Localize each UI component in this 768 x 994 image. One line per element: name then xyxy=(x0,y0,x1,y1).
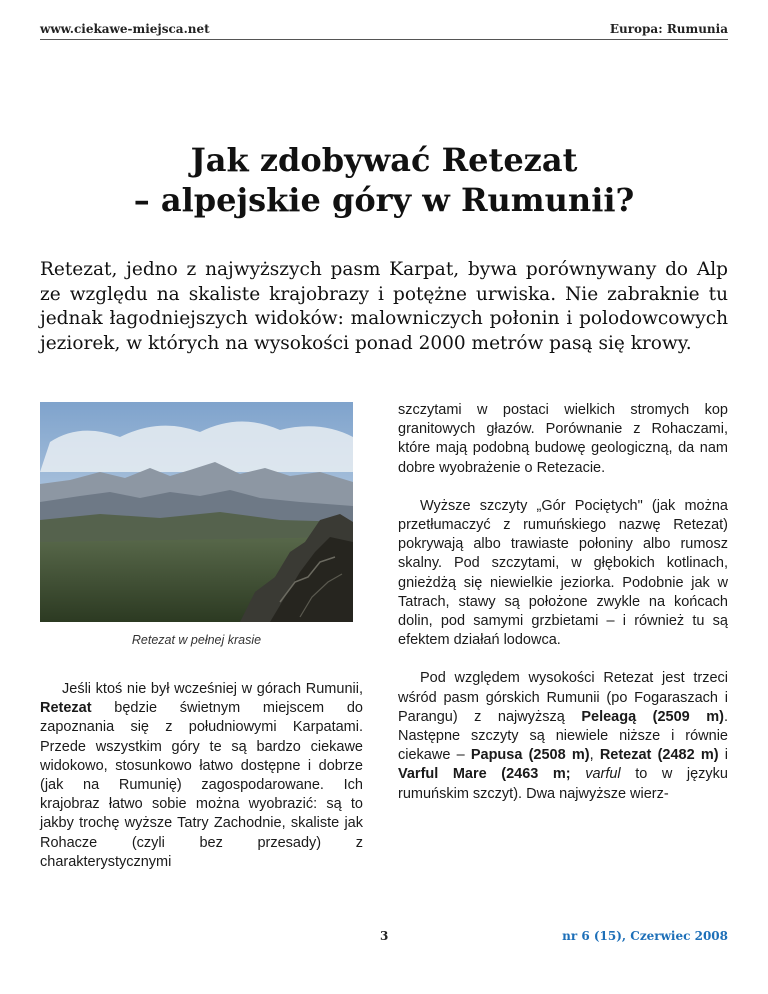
site-url[interactable]: www.ciekawe-miejsca.net xyxy=(40,22,210,36)
left-paragraph-1: Jeśli ktoś nie był wcześniej w górach Rumunii, Retezat będzie świetnym miejscem do zapoznania się z południowymi Karpatami. Przede wszystkim góry te są bardzo ciekawe widokowo, stosunkowo łatwo dostępne i dobrze (jak na Rumunię) zagospodarowane. Ich krajobraz łatwo sobie można wyobrazić: są to jakby trochę wyższe Tatry Zachodnie, skaliste jak Rohacze (czyli bez przesady) z charakterystycznymi xyxy=(40,681,363,870)
retezat-bold: Retezat xyxy=(40,700,92,717)
right-paragraph-1: szczytami w postaci wielkich stromych kop granitowych głazów. Porównanie z Rohaczami, które mają podobną budowę geologiczną, da nam dobre wyobrażenie o Retezacie. xyxy=(398,402,728,476)
lead-paragraph: Retezat, jedno z najwyższych pasm Karpat, bywa porównywany do Alp ze względu na skaliste krajobrazy i potężne urwiska. Nie zabraknie tu jednak łagodniejszych widoków: malowniczych połonin i polodowcowych jeziorek, w których na wysokości ponad 2000 metrów pasą się krowy. xyxy=(40,259,728,354)
left-column xyxy=(40,680,363,872)
photo-caption: Retezat w pełnej krasie xyxy=(131,633,262,647)
issue-info: nr 6 (15), Czerwiec 2008 xyxy=(562,929,728,943)
right-column xyxy=(398,401,728,804)
right-paragraph-3: Pod względem wysokości Retezat jest trzeci wśród pasm górskich Rumunii (po Fogaraszach i Parangu) z najwyższą Peleagą (2509 m). Następne szczyty są niewiele niższe i równie ciekawe – Papusa (2508 m), Retezat (2482 m) i Varful Mare (2463 m; varful to w języku rumuńskim szczyt). Dwa najwyższe wierz- xyxy=(398,670,728,802)
section-label: Europa: Rumunia xyxy=(609,22,728,36)
mountain-photo xyxy=(40,402,353,622)
article-title xyxy=(40,140,728,220)
page-header xyxy=(40,22,728,38)
header-divider xyxy=(40,39,728,40)
page-number: 3 xyxy=(380,929,389,943)
right-paragraph-2: Wyższe szczyty „Gór Pociętych" (jak można przetłumaczyć z rumuńskiego nazwę Retezat) pokrywają albo trawiaste połoniny albo rumosz skalny. Pod szczytami, w głębokich kotlinach, gnieżdżą się niewielkie jeziorka. Podobnie jak w Tatrach, stawy są położone zwykle na końcach dolin, pod samymi grzbietami – i również tu są efektem działań lodowca. xyxy=(398,497,728,649)
title-line-1: Jak zdobywać Retezat xyxy=(190,141,578,179)
title-line-2: – alpejskie góry w Rumunii? xyxy=(133,181,635,219)
